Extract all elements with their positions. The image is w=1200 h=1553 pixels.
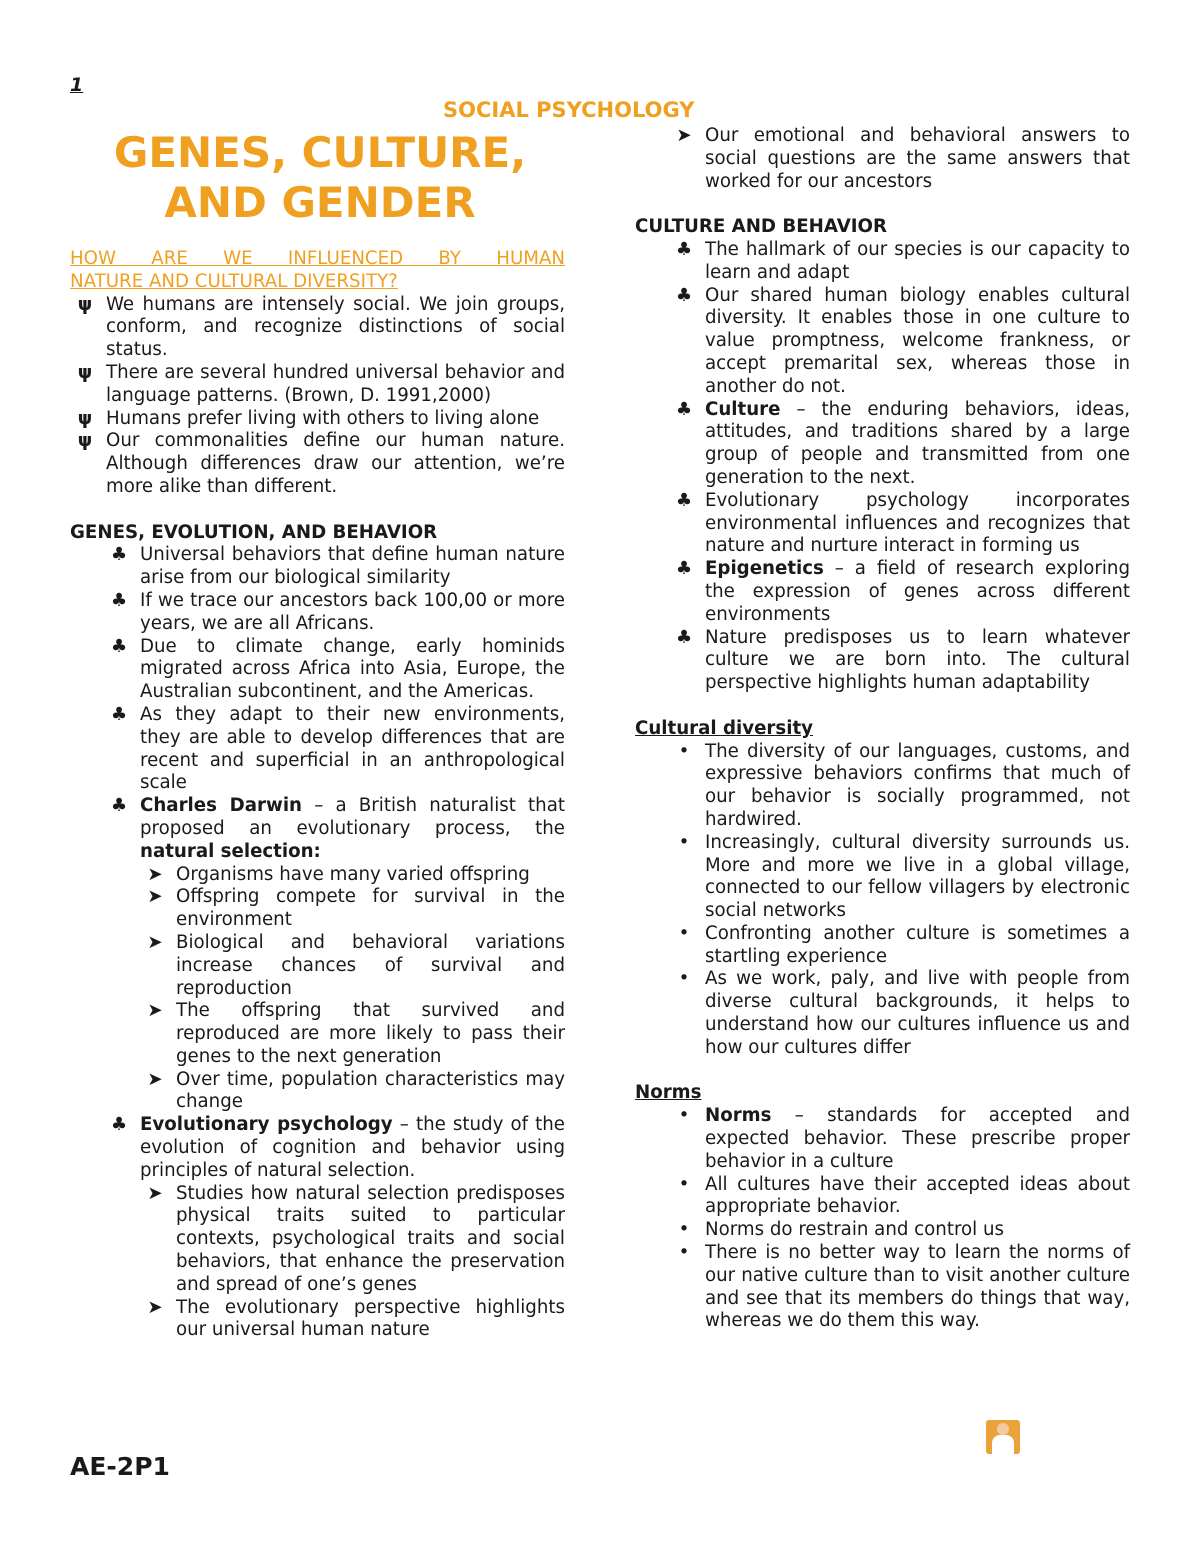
- document-title: [70, 128, 570, 228]
- list-item: ➤ Organisms have many varied offspring: [140, 864, 565, 887]
- list-item: ➤ Our emotional and behavioral answers to social questions are the same answers that worked for our ancestors: [635, 125, 1130, 193]
- arrow-bullet-icon: ➤: [147, 1068, 163, 1090]
- dot-bullet-icon: •: [678, 922, 690, 944]
- cultural-diversity-list: [635, 741, 1130, 1060]
- dot-bullet-icon: •: [678, 968, 690, 990]
- list-item: ψ Our commonalities define our human nature. Although differences draw our attention, we’re more alike than different.: [70, 430, 565, 498]
- list-item: • Confronting another culture is sometimes a startling experience: [635, 923, 1130, 969]
- club-bullet-icon: ♣: [675, 398, 693, 420]
- club-bullet-icon: ♣: [110, 1114, 128, 1136]
- psi-bullet-icon: ψ: [77, 430, 93, 452]
- club-bullet-icon: ♣: [110, 795, 128, 817]
- term-evolutionary-psychology: Evolutionary psychology: [140, 1114, 393, 1136]
- list-item: ♣ Culture – the enduring behaviors, ideas, attitudes, and traditions shared by a large group of people and transmitted from one generation to the next.: [635, 399, 1130, 490]
- person-emoji-icon: [986, 1420, 1020, 1454]
- club-bullet-icon: ♣: [675, 558, 693, 580]
- document-header: SOCIAL PSYCHOLOGY: [443, 98, 695, 122]
- right-column: [635, 125, 1130, 1333]
- intro-list: [70, 294, 565, 499]
- list-item: • Increasingly, cultural diversity surrounds us. More and more we live in a global village, connected to our fellow villagers by electronic social networks: [635, 832, 1130, 923]
- section-heading-norms: Norms: [635, 1082, 702, 1104]
- list-item: • There is no better way to learn the norms of our native culture than to visit another culture and see that its members do things that way, whereas we do them this way.: [635, 1242, 1130, 1333]
- genes-list: [70, 544, 565, 1342]
- dot-bullet-icon: •: [678, 1105, 690, 1127]
- term-epigenetics: Epigenetics: [705, 558, 824, 580]
- club-bullet-icon: ♣: [110, 703, 128, 725]
- list-item: ♣ As they adapt to their new environments, they are able to develop differences that are recent and superficial in an anthropological scale: [70, 704, 565, 795]
- dot-bullet-icon: •: [678, 740, 690, 762]
- list-item: ♣ Universal behaviors that define human nature arise from our biological similarity: [70, 544, 565, 590]
- arrow-bullet-icon: ➤: [147, 886, 163, 908]
- document-footer: AE-2P1: [70, 1452, 170, 1481]
- dot-bullet-icon: •: [678, 1173, 690, 1195]
- list-item: ♣ Our shared human biology enables cultural diversity. It enables those in one culture to value promptness, welcome frankness, or accept premarital sex, whereas those in another do not.: [635, 285, 1130, 399]
- list-item: ➤ The offspring that survived and reproduced are more likely to pass their genes to the next generation: [140, 1000, 565, 1068]
- list-item: ψ Humans prefer living with others to living alone: [70, 408, 565, 431]
- club-bullet-icon: ♣: [675, 238, 693, 260]
- arrow-bullet-icon: ➤: [676, 125, 692, 146]
- list-item-darwin: ♣ Charles Darwin – a British naturalist that proposed an evolutionary process, the natural selection: ➤ Organisms have many varied offspring ➤ Offspring compete for survival in the environment ➤ Biological and behavioral variations increase chances of survival and reproduction ➤ The offspring that survived and reproduced are more likely to pass their genes to the next generation ➤ Over time, population characteristics may change: [70, 795, 565, 1114]
- list-item: ➤ Over time, population characteristics may change: [140, 1069, 565, 1115]
- section-heading-culture: CULTURE AND BEHAVIOR: [635, 216, 888, 238]
- natural-selection-list: [140, 864, 565, 1115]
- list-item-evolutionary-psychology: ♣ Evolutionary psychology – the study of the evolution of cognition and behavior using principles of natural selection. ➤ Studies how natural selection predisposes physical traits suited to particular contexts, psychological traits and social behaviors, that enhance the preservation and spread of one’s genes ➤ The evolutionary perspective highlights our universal human nature: [70, 1114, 565, 1342]
- list-item: ψ There are several hundred universal behavior and language patterns. (Brown, D. 1991,2000): [70, 362, 565, 408]
- evolutionary-psychology-list-continued: [635, 125, 1130, 193]
- arrow-bullet-icon: ➤: [147, 1000, 163, 1022]
- list-item: ψ We humans are intensely social. We join groups, conform, and recognize distinctions of social status.: [70, 294, 565, 362]
- club-bullet-icon: ♣: [675, 489, 693, 511]
- arrow-bullet-icon: ➤: [147, 1182, 163, 1204]
- list-item: ➤ The evolutionary perspective highlights our universal human nature: [140, 1297, 565, 1343]
- section-heading-genes: GENES, EVOLUTION, AND BEHAVIOR: [70, 521, 438, 543]
- list-item: • Norms – standards for accepted and expected behavior. These prescribe proper behavior in a culture: [635, 1105, 1130, 1173]
- title-line-1: GENES, CULTURE,: [113, 128, 527, 177]
- list-item: ♣ If we trace our ancestors back 100,00 or more years, we are all Africans.: [70, 590, 565, 636]
- list-item: ♣ Epigenetics – a field of research exploring the expression of genes across different environments: [635, 558, 1130, 626]
- list-item: ♣ Nature predisposes us to learn whatever culture we are born into. The cultural perspective highlights human adaptability: [635, 627, 1130, 695]
- term-natural-selection: natural selection:: [140, 840, 321, 862]
- term-charles-darwin: Charles Darwin: [140, 795, 302, 817]
- dot-bullet-icon: •: [678, 831, 690, 853]
- culture-list: [635, 239, 1130, 695]
- psi-bullet-icon: ψ: [77, 361, 93, 383]
- list-item: ♣ Evolutionary psychology incorporates environmental influences and recognizes that nature and nurture interact in forming us: [635, 490, 1130, 558]
- psi-bullet-icon: ψ: [77, 407, 93, 429]
- arrow-bullet-icon: ➤: [147, 931, 163, 953]
- norms-list: [635, 1105, 1130, 1333]
- psi-bullet-icon: ψ: [77, 293, 93, 315]
- list-item: ➤ Biological and behavioral variations increase chances of survival and reproduction: [140, 932, 565, 1000]
- page-number: 1: [70, 74, 84, 96]
- list-item: • The diversity of our languages, customs, and expressive behaviors confirms that much of our behavior is socially programmed, not hardwired.: [635, 741, 1130, 832]
- arrow-bullet-icon: ➤: [147, 863, 163, 885]
- section-heading-cultural-diversity: Cultural diversity: [635, 717, 814, 739]
- list-item: ♣ The hallmark of our species is our capacity to learn and adapt: [635, 239, 1130, 285]
- club-bullet-icon: ♣: [110, 589, 128, 611]
- arrow-bullet-icon: ➤: [147, 1296, 163, 1318]
- list-item: • As we work, paly, and live with people from diverse cultural backgrounds, it helps to understand how our cultures influence us and how our cultures differ: [635, 968, 1130, 1059]
- dot-bullet-icon: •: [678, 1242, 690, 1264]
- list-item: ➤ Studies how natural selection predisposes physical traits suited to particular contexts, psychological traits and social behaviors, that enhance the preservation and spread of one’s genes: [140, 1183, 565, 1297]
- club-bullet-icon: ♣: [675, 284, 693, 306]
- evolutionary-psychology-list: [140, 1183, 565, 1343]
- club-bullet-icon: ♣: [110, 544, 128, 566]
- list-item: • Norms do restrain and control us: [635, 1219, 1130, 1242]
- club-bullet-icon: ♣: [110, 635, 128, 657]
- term-norms: Norms: [705, 1105, 772, 1127]
- list-item: ➤ Offspring compete for survival in the environment: [140, 886, 565, 932]
- list-item: • All cultures have their accepted ideas about appropriate behavior.: [635, 1174, 1130, 1220]
- list-item: ♣ Due to climate change, early hominids migrated across Africa into Asia, Europe, the Australian subcontinent, and the Americas.: [70, 636, 565, 704]
- term-culture: Culture: [705, 398, 781, 420]
- title-line-2: AND GENDER: [164, 178, 476, 227]
- dot-bullet-icon: •: [678, 1219, 690, 1241]
- club-bullet-icon: ♣: [675, 626, 693, 648]
- question-heading-line-2: NATURE AND CULTURAL DIVERSITY?: [70, 270, 398, 292]
- left-column: [70, 248, 565, 1342]
- question-heading-line-1: HOW ARE WE INFLUENCED BY HUMAN: [70, 248, 565, 269]
